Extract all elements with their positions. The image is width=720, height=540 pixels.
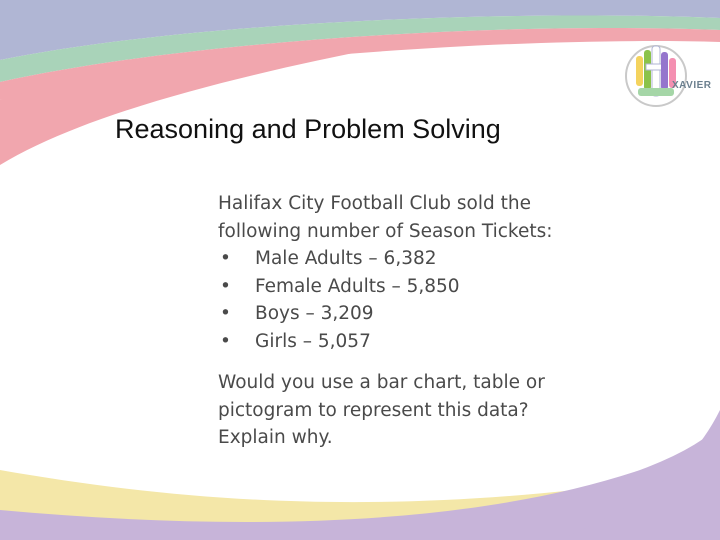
bullet: • [220,248,231,269]
list-item [218,245,578,273]
list-item [218,300,578,328]
list-item-text: Girls – 5,057 [255,330,371,352]
intro-line-1: Halifax City Football Club sold the [218,193,531,214]
bullet: • [220,303,231,324]
slide-title: Reasoning and Problem Solving [115,114,501,144]
list-item [218,273,578,301]
bullet: • [220,275,231,297]
list-item-text: Female Adults – 5,850 [255,275,460,297]
bullet: • [220,330,231,352]
list-item-text: Male Adults – 6,382 [255,248,437,269]
xavier-trust-logo-icon [624,38,716,114]
intro-line-2: following number of Season Tickets: [218,220,553,242]
ticket-list [218,245,578,355]
problem-text [218,190,578,452]
question-line-1: Would you use a bar chart, table or [218,372,545,393]
list-item [218,328,578,356]
xavier-logo [624,38,716,114]
question-line-3: Explain why. [218,427,333,448]
list-item-text: Boys – 3,209 [255,303,374,324]
question-line-2: pictogram to represent this data? [218,399,529,421]
logo-name: XAVIER [672,80,712,91]
